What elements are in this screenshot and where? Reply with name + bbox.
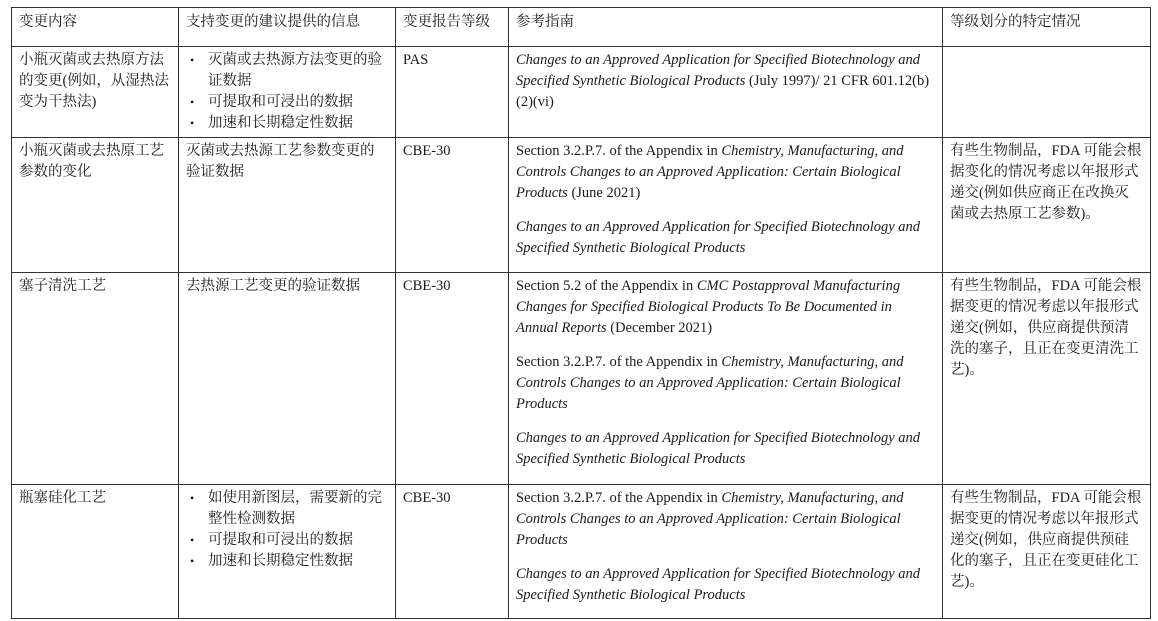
cell-level: CBE-30 <box>396 138 509 273</box>
guidance-text: (July 1997)/ 21 CFR 601.12(b)(2)(vi) <box>516 73 930 110</box>
table-header-row <box>12 8 1151 47</box>
cell-info: 灭菌或去热源工艺参数变更的验证数据 <box>179 138 396 273</box>
cell-level: CBE-30 <box>396 273 509 485</box>
info-list <box>186 488 388 572</box>
cell-change: 小瓶灭菌或去热原方法的变更(例如，从湿热法变为干热法) <box>12 47 179 138</box>
guidance-title: Changes to an Approved Application for Specified Biotechnology and Specified Synthetic Biological Products <box>516 430 921 467</box>
guidance-paragraph <box>516 217 935 259</box>
info-list <box>186 50 388 134</box>
cell-situation: 有些生物制品，FDA 可能会根据变化的情况考虑以年报形式递交(例如供应商正在改换灭菌或去热原工艺参数)。 <box>943 138 1151 273</box>
guidance-text: Section 3.2.P.7. of the Appendix in <box>516 143 722 159</box>
guidance-title: CMC Postapproval Manufacturing Changes for Specified Biological Products To Be Documented in Annual Reports <box>516 278 901 336</box>
guidance-text: Section 3.2.P.7. of the Appendix in <box>516 354 722 370</box>
header-reference-guidance: 参考指南 <box>509 8 943 47</box>
list-item: • 可提取和可浸出的数据 <box>208 92 388 113</box>
header-change-content: 变更内容 <box>12 8 179 47</box>
cell-guidance <box>509 47 943 138</box>
cell-situation <box>943 47 1151 138</box>
guidance-text: (December 2021) <box>606 320 713 336</box>
guidance-paragraph <box>516 488 935 551</box>
guidance-text: (June 2021) <box>567 185 641 201</box>
cell-guidance <box>509 485 943 619</box>
guidance-paragraph <box>516 276 935 339</box>
cell-info <box>179 47 396 138</box>
cell-info: 去热源工艺变更的验证数据 <box>179 273 396 485</box>
guidance-paragraph <box>516 50 935 113</box>
guidance-title: Changes to an Approved Application for Specified Biotechnology and Specified Synthetic Biological Products <box>516 566 921 603</box>
cell-situation: 有些生物制品，FDA 可能会根据变更的情况考虑以年报形式递交(例如，供应商提供预清洗的塞子，且正在变更清洗工艺)。 <box>943 273 1151 485</box>
cell-situation: 有些生物制品，FDA 可能会根据变更的情况考虑以年报形式递交(例如，供应商提供预硅化的塞子，且正在变更硅化工艺)。 <box>943 485 1151 619</box>
change-guidance-table <box>11 7 1151 619</box>
guidance-title: Changes to an Approved Application for Specified Biotechnology and Specified Synthetic Biological Products <box>516 219 921 256</box>
guidance-text: Section 5.2 of the Appendix in <box>516 278 697 294</box>
cell-level: CBE-30 <box>396 485 509 619</box>
guidance-paragraph <box>516 141 935 204</box>
cell-level: PAS <box>396 47 509 138</box>
table-row <box>12 138 1151 273</box>
header-reporting-level: 变更报告等级 <box>396 8 509 47</box>
guidance-paragraph <box>516 428 935 470</box>
cell-change: 小瓶灭菌或去热原工艺参数的变化 <box>12 138 179 273</box>
table-row <box>12 47 1151 138</box>
guidance-paragraph <box>516 564 935 606</box>
guidance-title: Chemistry, Manufacturing, and Controls Changes to an Approved Application: Certain Biological Products <box>516 490 904 548</box>
list-item: • 加速和长期稳定性数据 <box>208 551 388 572</box>
cell-guidance <box>509 138 943 273</box>
guidance-title: Chemistry, Manufacturing, and Controls Changes to an Approved Application: Certain Biological Products <box>516 354 904 412</box>
table-row <box>12 485 1151 619</box>
list-item: • 加速和长期稳定性数据 <box>208 113 388 134</box>
list-item: • 灭菌或去热源方法变更的验证数据 <box>208 50 388 92</box>
list-item: • 可提取和可浸出的数据 <box>208 530 388 551</box>
header-supporting-info: 支持变更的建议提供的信息 <box>179 8 396 47</box>
cell-change: 塞子清洗工艺 <box>12 273 179 485</box>
cell-guidance <box>509 273 943 485</box>
guidance-text: Section 3.2.P.7. of the Appendix in <box>516 490 722 506</box>
guidance-title: Changes to an Approved Application for Specified Biotechnology and Specified Synthetic Biological Products <box>516 52 921 89</box>
header-specific-situation: 等级划分的特定情况 <box>943 8 1151 47</box>
guidance-paragraph <box>516 352 935 415</box>
cell-info <box>179 485 396 619</box>
cell-change: 瓶塞硅化工艺 <box>12 485 179 619</box>
guidance-title: Chemistry, Manufacturing, and Controls Changes to an Approved Application: Certain Biological Products <box>516 143 904 201</box>
list-item: • 如使用新图层，需要新的完整性检测数据 <box>208 488 388 530</box>
table-row <box>12 273 1151 485</box>
